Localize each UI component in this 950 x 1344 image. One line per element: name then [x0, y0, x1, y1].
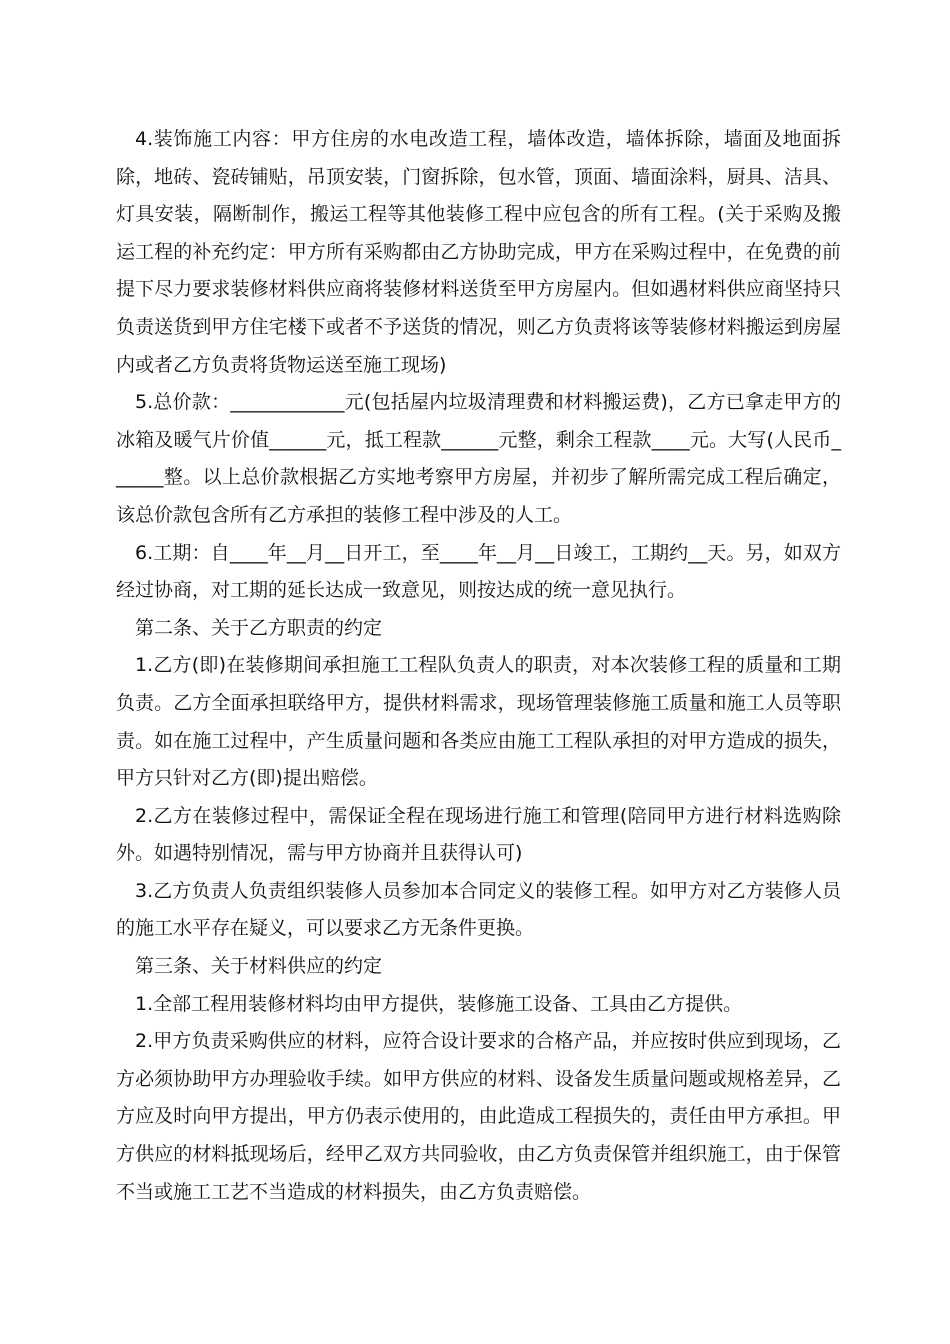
article-2-item-2: 2.乙方在装修过程中，需保证全程在现场进行施工和管理(陪同甲方进行材料选购除外。如遇特别情况，需与甲方协商并且获得认可) [116, 804, 841, 865]
section-heading-article-2: 第二条、关于乙方职责的约定 [135, 616, 383, 639]
clause-4-decoration-scope: 4.装饰施工内容：甲方住房的水电改造工程，墙体改造，墙体拆除，墙面及地面拆除，地砖、瓷砖铺贴，吊顶安装，门窗拆除，包水管，顶面、墙面涂料，厨具、洁具、灯具安装，隔断制作，搬运工程等其他装修工程中应包含的所有工程。(关于采购及搬运工程的补充约定：甲方所有采购都由乙方协助完成，甲方在采购过程中，在免费的前提下尽力要求装修材料供应商将装修材料送货至甲方房屋内。但如遇材料供应商坚持只负责送货到甲方住宅楼下或者不予送货的情况，则乙方负责将该等装修材料搬运到房屋内或者乙方负责将货物运送至施工现场) [116, 128, 841, 376]
article-3-item-2: 2.甲方负责采购供应的材料，应符合设计要求的合格产品，并应按时供应到现场，乙方必须协助甲方办理验收手续。如甲方供应的材料、设备发生质量问题或规格差异，乙方应及时向甲方提出，甲方仍表示使用的，由此造成工程损失的，责任由甲方承担。甲方供应的材料抵现场后，经甲乙双方共同验收，由乙方负责保管并组织施工，由于保管不当或施工工艺不当造成的材料损失，由乙方负责赔偿。 [116, 1030, 841, 1203]
contract-body [116, 121, 841, 1211]
clause-6-schedule: 6.工期：自____年__月__日开工，至____年__月__日竣工，工期约__天。另，如双方经过协商，对工期的延长达成一致意见，则按达成的统一意见执行。 [116, 541, 841, 602]
article-3-item-1: 1.全部工程用装修材料均由甲方提供，装修施工设备、工具由乙方提供。 [135, 992, 743, 1015]
clause-5-total-price: 5.总价款：____________元(包括屋内垃圾清理费和材料搬运费)，乙方已拿走甲方的冰箱及暖气片价值______元，抵工程款______元整，剩余工程款____元。大写(人民币______整。以上总价款根据乙方实地考察甲方房屋，并初步了解所需完成工程后确定，该总价款包含所有乙方承担的装修工程中涉及的人工。 [116, 391, 841, 526]
section-heading-article-3: 第三条、关于材料供应的约定 [135, 955, 383, 978]
article-2-item-3: 3.乙方负责人负责组织装修人员参加本合同定义的装修工程。如甲方对乙方装修人员的施工水平存在疑义，可以要求乙方无条件更换。 [116, 879, 841, 940]
article-2-item-1: 1.乙方(即)在装修期间承担施工工程队负责人的职责，对本次装修工程的质量和工期负责。乙方全面承担联络甲方，提供材料需求，现场管理装修施工质量和施工人员等职责。如在施工过程中，产生质量问题和各类应由施工工程队承担的对甲方造成的损失，甲方只针对乙方(即)提出赔偿。 [116, 654, 841, 790]
